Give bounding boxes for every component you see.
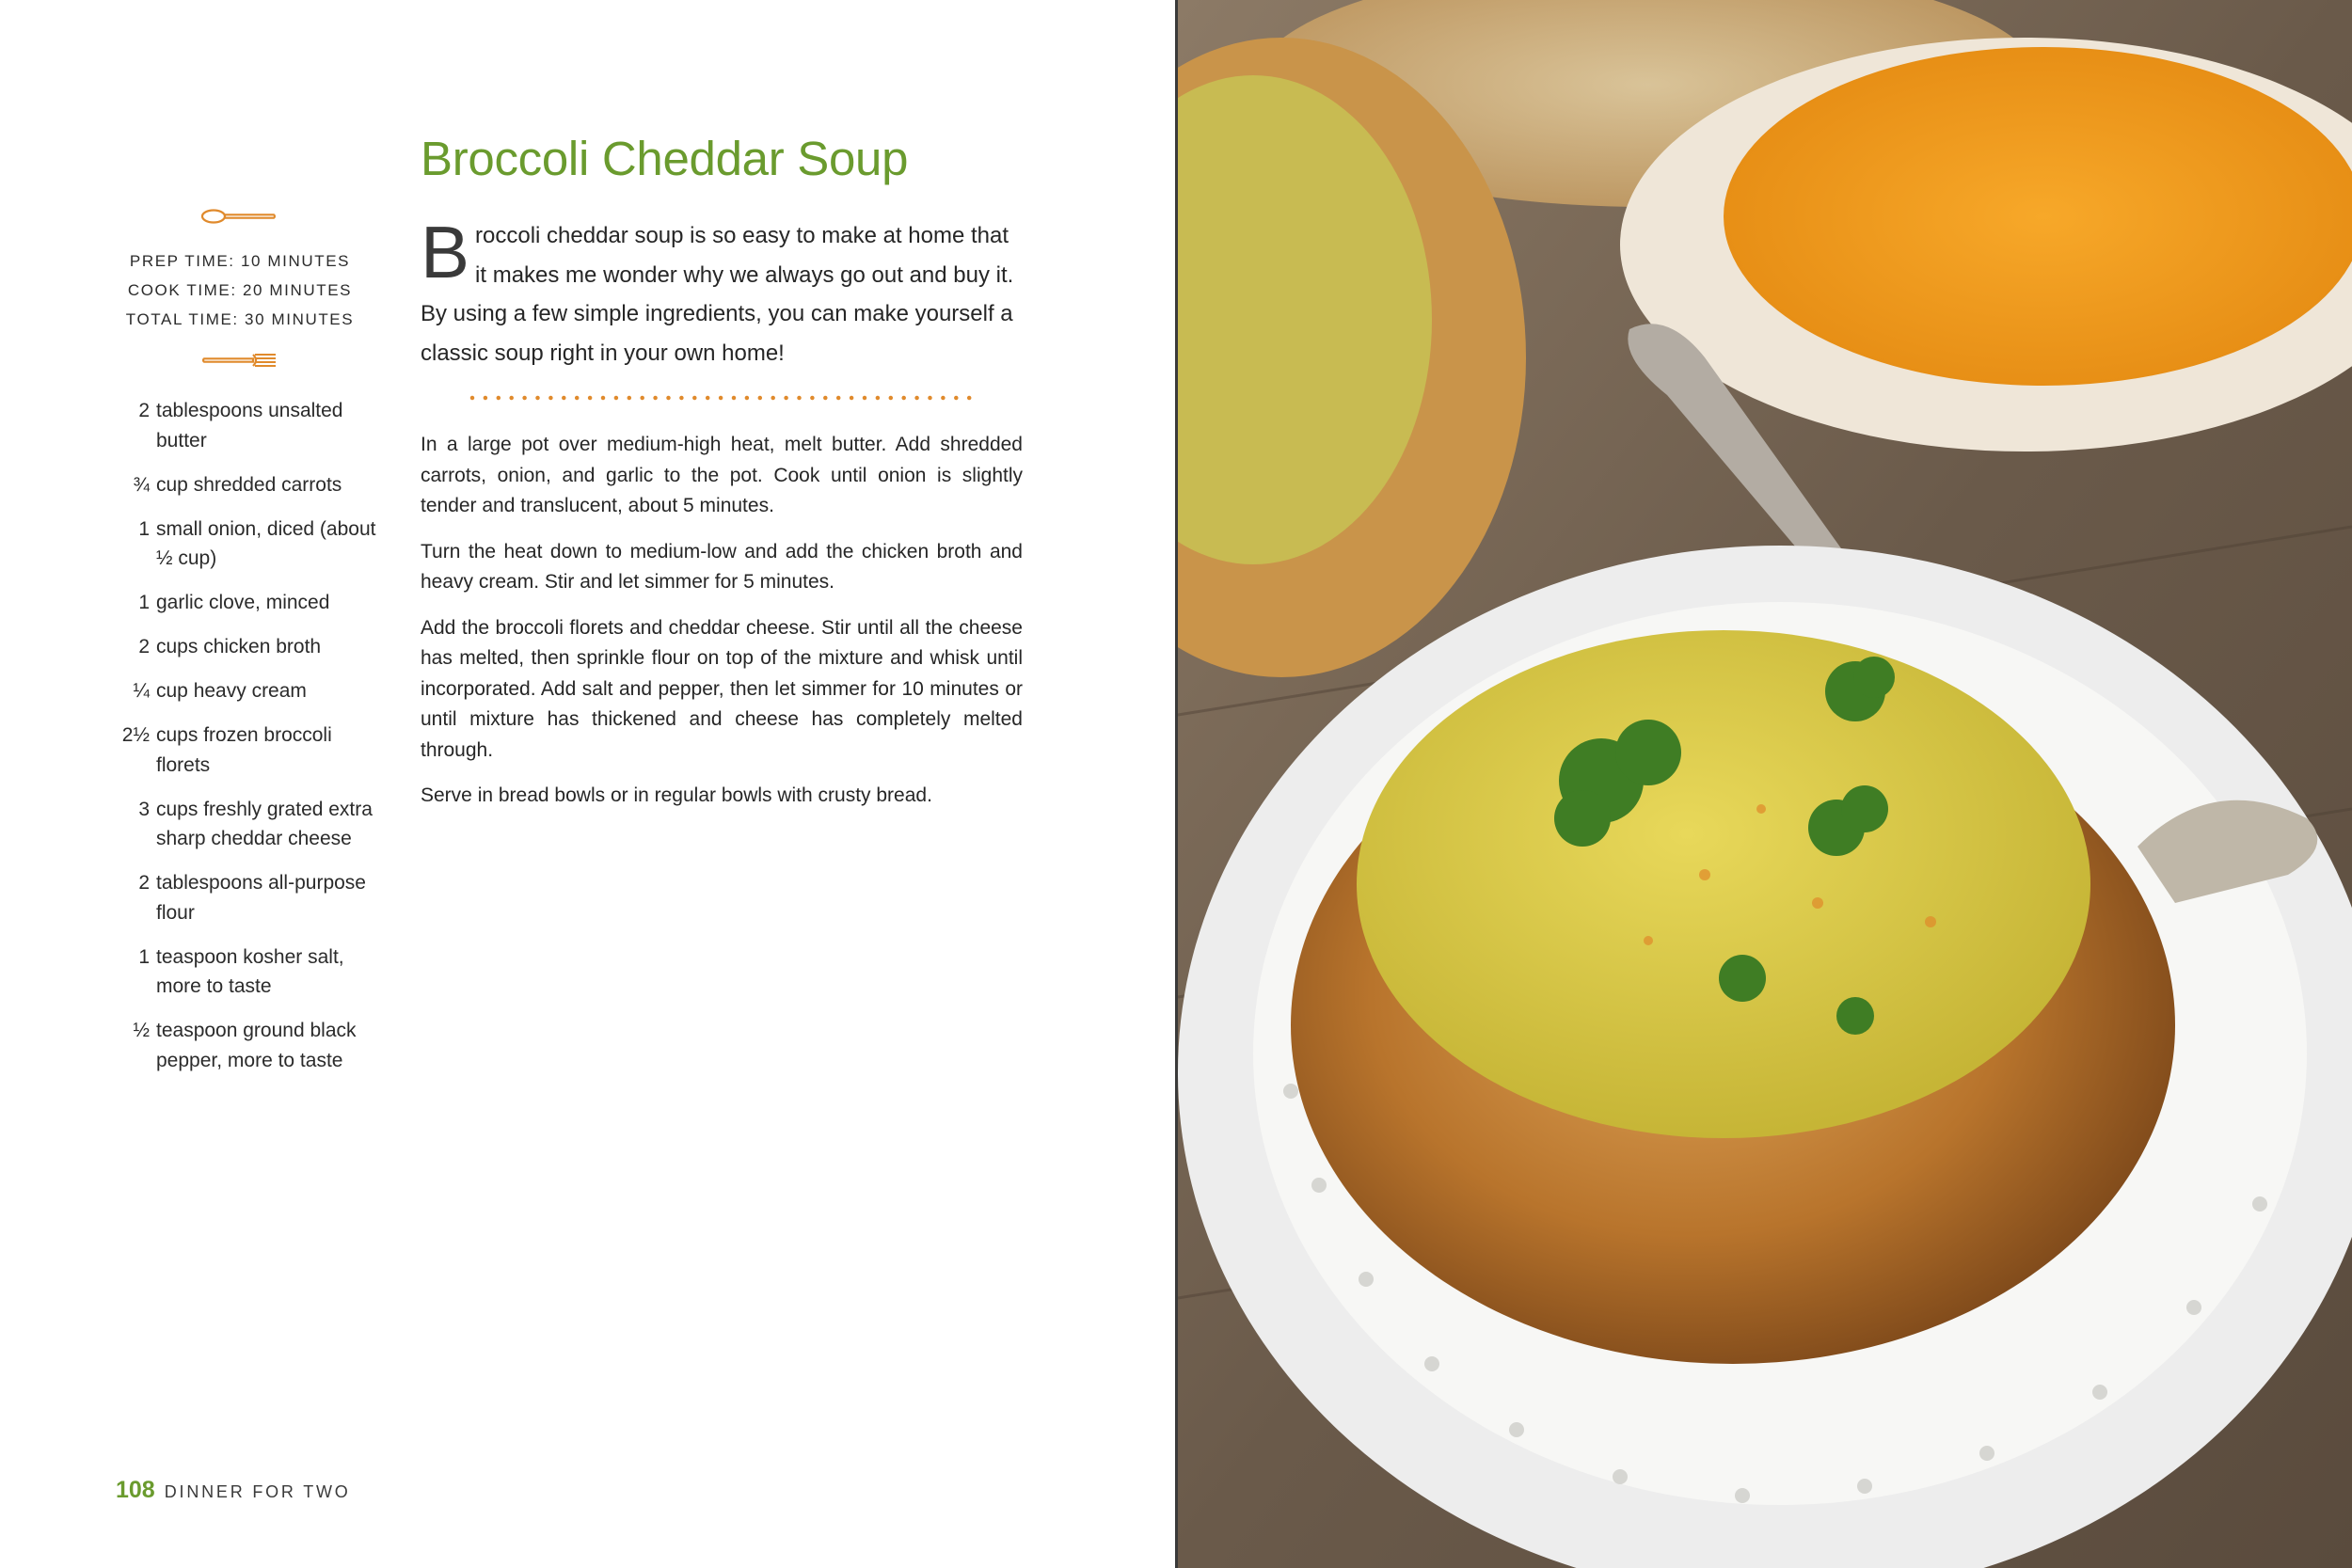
recipe-title: Broccoli Cheddar Soup <box>421 132 909 185</box>
ingredient-text: tablespoons all-purpose flour <box>156 872 366 924</box>
ingredient-item <box>103 721 376 780</box>
total-time: TOTAL TIME: 30 MINUTES <box>125 310 355 328</box>
dotted-divider <box>469 395 977 401</box>
recipe-main <box>421 122 1023 827</box>
ingredient-qty: 2 <box>138 636 150 657</box>
ingredient-qty: ½ <box>133 1020 150 1041</box>
ingredient-qty: 1 <box>138 945 150 968</box>
recipe-sidebar <box>103 207 376 1090</box>
ingredient-text: cups freshly grated extra sharp cheddar cheese <box>156 798 373 849</box>
ingredient-qty: 3 <box>138 798 150 820</box>
ingredient-item <box>103 795 376 854</box>
method-step: In a large pot over medium-high heat, melt butter. Add shredded carrots, onion, and garlic to the pot. Cook until onion is slightly tender and translucent, about 5 minutes. <box>421 434 1023 516</box>
ingredient-qty: 1 <box>138 592 150 613</box>
ingredient-qty: 2 <box>138 872 150 894</box>
left-page <box>0 0 1175 1568</box>
ingredient-item <box>103 942 376 1002</box>
ingredient-item <box>103 470 376 500</box>
drop-cap: B <box>421 211 470 293</box>
ingredient-text: tablespoons unsalted butter <box>156 400 343 451</box>
spoon-icon <box>200 207 279 226</box>
ingredient-qty: 2½ <box>121 724 150 746</box>
soup-bread-bowl-photo <box>1178 0 2352 1568</box>
ingredient-qty: 1 <box>138 517 150 540</box>
time-info <box>103 246 376 334</box>
section-title: DINNER FOR TWO <box>164 1482 351 1501</box>
ingredient-text: teaspoon kosher salt, more to taste <box>156 945 344 997</box>
ingredient-item <box>103 868 376 927</box>
recipe-intro <box>421 211 1023 372</box>
ingredient-text: cups chicken broth <box>156 636 322 657</box>
ingredient-text: teaspoon ground black pepper, more to taste <box>156 1020 357 1071</box>
ingredient-item <box>103 1016 376 1075</box>
ingredient-qty: ¼ <box>133 680 150 702</box>
ingredient-item <box>103 632 376 662</box>
page-folio <box>116 1477 351 1504</box>
ingredient-item <box>103 588 376 618</box>
food-photo-page <box>1178 0 2352 1568</box>
ingredient-text: cup shredded carrots <box>156 473 342 496</box>
method-step: Serve in bread bowls or in regular bowls with crusty bread. <box>421 784 932 806</box>
page-number: 108 <box>116 1477 155 1503</box>
ingredient-item <box>103 396 376 455</box>
ingredient-list <box>103 396 376 1075</box>
method-step: Turn the heat down to medium-low and add the chicken broth and heavy cream. Stir and let simmer for 5 minutes. <box>421 540 1023 593</box>
ingredient-item <box>103 676 376 706</box>
ingredient-item <box>103 515 376 574</box>
prep-time: PREP TIME: 10 MINUTES <box>129 252 351 270</box>
ingredient-text: cup heavy cream <box>156 680 307 702</box>
ingredient-text: garlic clove, minced <box>156 592 330 613</box>
intro-text: roccoli cheddar soup is so easy to make at home that it makes me wonder why we always go out and buy it. By using a few simple ingredients, you can make yourself a classic soup right in your own home! <box>421 223 1014 366</box>
ingredient-qty: 2 <box>138 400 150 421</box>
fork-icon <box>200 351 279 370</box>
ingredient-text: cups frozen broccoli florets <box>156 724 332 776</box>
method-step: Add the broccoli florets and cheddar cheese. Stir until all the cheese has melted, then sprinkle flour on top of the mixture and whisk until incorporated. Add salt and pepper, then let simmer for 10 minutes or until mixture has thickened and cheese has completely melted through. <box>421 616 1023 761</box>
ingredient-qty: ¾ <box>133 473 150 496</box>
ingredient-text: small onion, diced (about ½ cup) <box>156 517 376 569</box>
cook-time: COOK TIME: 20 MINUTES <box>127 281 353 299</box>
